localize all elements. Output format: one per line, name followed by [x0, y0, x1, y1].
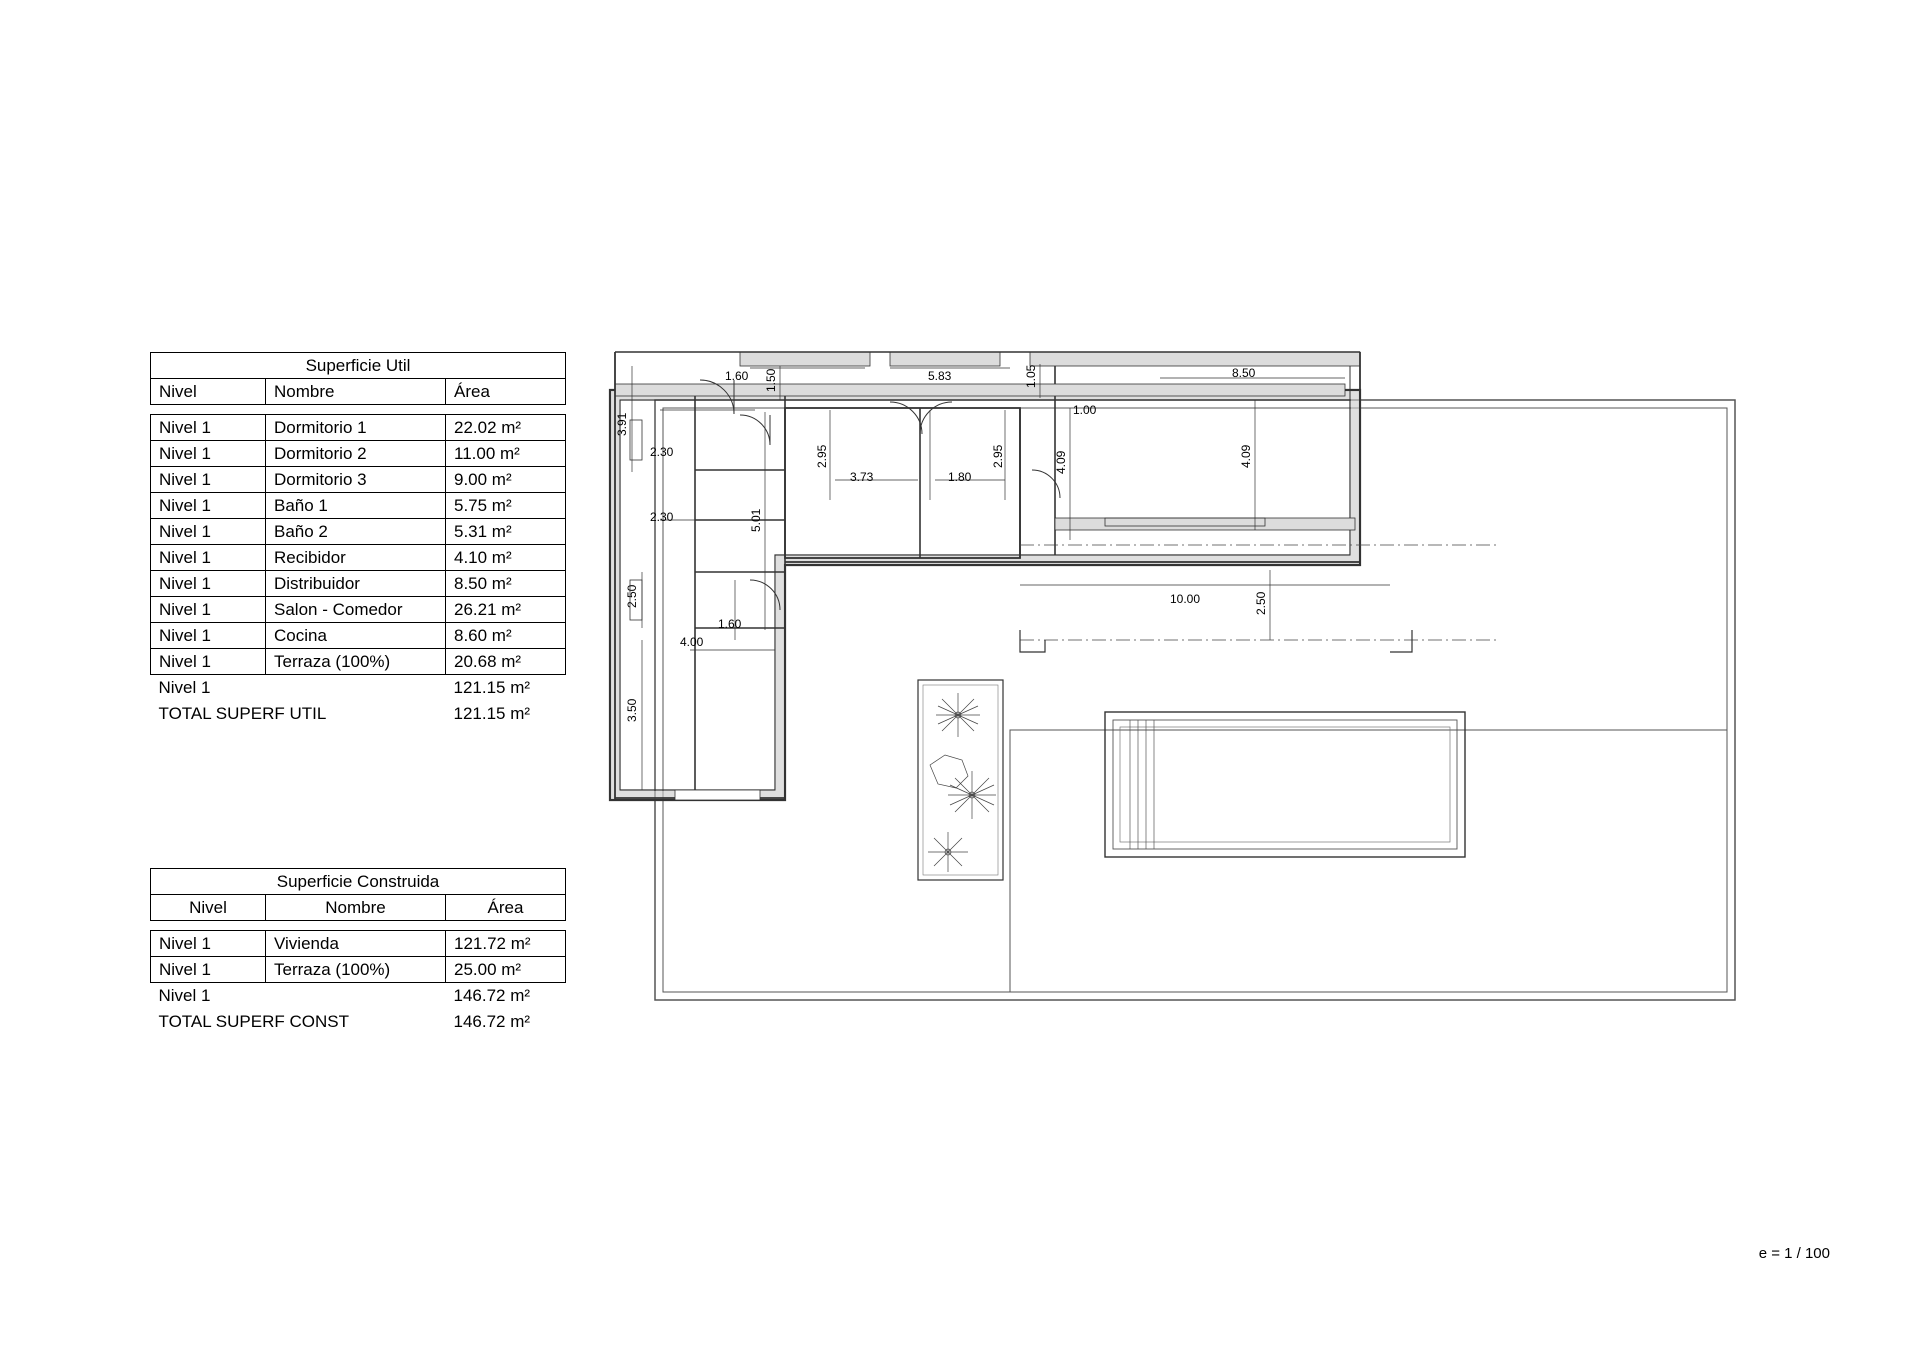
subtotal-value: 146.72 m² — [453, 985, 531, 1005]
dim-1-60-top: 1.60 — [725, 369, 749, 383]
table-row — [151, 545, 566, 571]
dim-5-83: 5.83 — [928, 369, 952, 383]
header-nombre: Nombre — [266, 895, 446, 921]
table-row — [151, 597, 566, 623]
dim-4-09-left: 4.09 — [1054, 450, 1068, 474]
superficie-construida-table-block — [150, 868, 566, 1035]
total-row — [151, 1009, 566, 1035]
dim-1-05: 1.05 — [1024, 364, 1038, 388]
swimming-pool — [1105, 712, 1465, 857]
total-value: 121.15 m² — [453, 703, 531, 723]
cell-area: 5.31 m² — [446, 519, 566, 545]
cell-nombre: Vivienda — [266, 931, 446, 957]
cell-nombre: Cocina — [266, 623, 446, 649]
table-row — [151, 441, 566, 467]
cell-area: 26.21 m² — [446, 597, 566, 623]
dimension-labels — [615, 364, 1268, 722]
cell-area: 4.10 m² — [446, 545, 566, 571]
dim-10-00: 10.00 — [1170, 592, 1201, 606]
cell-nivel: Nivel 1 — [151, 623, 266, 649]
cell-nombre: Terraza (100%) — [266, 957, 446, 983]
cell-area: 121.72 m² — [446, 931, 566, 957]
cell-area: 22.02 m² — [446, 415, 566, 441]
door-swings — [700, 380, 1060, 610]
header-nivel: Nivel — [151, 379, 266, 405]
table-row — [151, 649, 566, 675]
cell-nivel: Nivel 1 — [151, 957, 266, 983]
subtotal-value: 121.15 m² — [453, 677, 531, 697]
table-row — [151, 623, 566, 649]
dim-2-50-right: 2.50 — [1254, 591, 1268, 615]
cell-nombre: Distribuidor — [266, 571, 446, 597]
total-value: 146.72 m² — [453, 1011, 531, 1031]
dim-2-50-left: 2.50 — [625, 584, 639, 608]
total-label: TOTAL SUPERF UTIL — [158, 703, 327, 723]
superficie-util-table — [150, 352, 566, 727]
cell-nombre: Terraza (100%) — [266, 649, 446, 675]
dim-2-95-a: 2.95 — [815, 444, 829, 468]
cell-area: 20.68 m² — [446, 649, 566, 675]
table-row — [151, 467, 566, 493]
dim-2-30-b: 2.30 — [650, 510, 674, 524]
table-row — [151, 571, 566, 597]
dim-8-50: 8.50 — [1232, 366, 1256, 380]
cell-area: 11.00 m² — [446, 441, 566, 467]
cell-nombre: Dormitorio 1 — [266, 415, 446, 441]
dimension-lines — [632, 364, 1500, 790]
table-title-row — [151, 353, 566, 379]
header-nivel: Nivel — [151, 895, 266, 921]
cell-nivel: Nivel 1 — [151, 415, 266, 441]
dim-1-80: 1.80 — [948, 470, 972, 484]
dim-3-50: 3.50 — [625, 698, 639, 722]
subtotal-row — [151, 675, 566, 701]
subtotal-spacer — [266, 675, 446, 701]
cell-area: 8.60 m² — [446, 623, 566, 649]
superficie-util-title: Superficie Util — [151, 353, 566, 379]
subtotal-row — [151, 983, 566, 1009]
cell-nivel: Nivel 1 — [151, 467, 266, 493]
floor-plan-drawing — [600, 340, 1750, 1100]
table-row — [151, 931, 566, 957]
plot-boundary-inner — [663, 408, 1727, 992]
plot-lower-boundary — [1010, 730, 1727, 992]
cell-nivel: Nivel 1 — [151, 649, 266, 675]
header-area: Área — [446, 379, 566, 405]
cell-nivel: Nivel 1 — [151, 931, 266, 957]
superficie-construida-title: Superficie Construida — [151, 869, 566, 895]
table-row — [151, 415, 566, 441]
table-row — [151, 493, 566, 519]
cell-nombre: Dormitorio 3 — [266, 467, 446, 493]
table-row — [151, 519, 566, 545]
table-row — [151, 957, 566, 983]
cell-nombre: Recibidor — [266, 545, 446, 571]
subtotal-spacer — [266, 983, 446, 1009]
table-title-row — [151, 869, 566, 895]
dim-2-30-a: 2.30 — [650, 445, 674, 459]
dim-2-95-b: 2.95 — [991, 444, 1005, 468]
dim-4-00: 4.00 — [680, 635, 704, 649]
spacer-row — [151, 405, 566, 415]
cell-nivel: Nivel 1 — [151, 441, 266, 467]
cell-area: 9.00 m² — [446, 467, 566, 493]
cell-nombre: Baño 1 — [266, 493, 446, 519]
superficie-construida-table — [150, 868, 566, 1035]
cell-nivel: Nivel 1 — [151, 597, 266, 623]
dim-1-50: 1.50 — [764, 368, 778, 392]
cell-area: 5.75 m² — [446, 493, 566, 519]
planter — [918, 680, 1003, 880]
cell-area: 8.50 m² — [446, 571, 566, 597]
header-nombre: Nombre — [266, 379, 446, 405]
dim-5-01: 5.01 — [749, 508, 763, 532]
total-label: TOTAL SUPERF CONST — [158, 1011, 349, 1031]
dim-1-60-left: 1.60 — [718, 617, 742, 631]
scale-note: e = 1 / 100 — [1758, 1245, 1830, 1262]
cell-nivel: Nivel 1 — [151, 571, 266, 597]
dim-4-09-right: 4.09 — [1239, 444, 1253, 468]
cell-area: 25.00 m² — [446, 957, 566, 983]
cell-nombre: Dormitorio 2 — [266, 441, 446, 467]
cell-nivel: Nivel 1 — [151, 545, 266, 571]
cell-nombre: Baño 2 — [266, 519, 446, 545]
spacer-row — [151, 921, 566, 931]
terrace-steps — [1020, 630, 1412, 652]
plot-boundary-outer — [655, 400, 1735, 1000]
superficie-util-table-block — [150, 352, 566, 727]
cell-nivel: Nivel 1 — [151, 519, 266, 545]
dim-3-73: 3.73 — [850, 470, 874, 484]
cell-nombre: Salon - Comedor — [266, 597, 446, 623]
table-header-row — [151, 895, 566, 921]
dim-3-91: 3.91 — [615, 412, 629, 436]
total-row — [151, 701, 566, 727]
table-header-row — [151, 379, 566, 405]
header-area: Área — [446, 895, 566, 921]
subtotal-label: Nivel 1 — [158, 985, 211, 1005]
subtotal-label: Nivel 1 — [158, 677, 211, 697]
dim-1-00: 1.00 — [1073, 403, 1097, 417]
cell-nivel: Nivel 1 — [151, 493, 266, 519]
